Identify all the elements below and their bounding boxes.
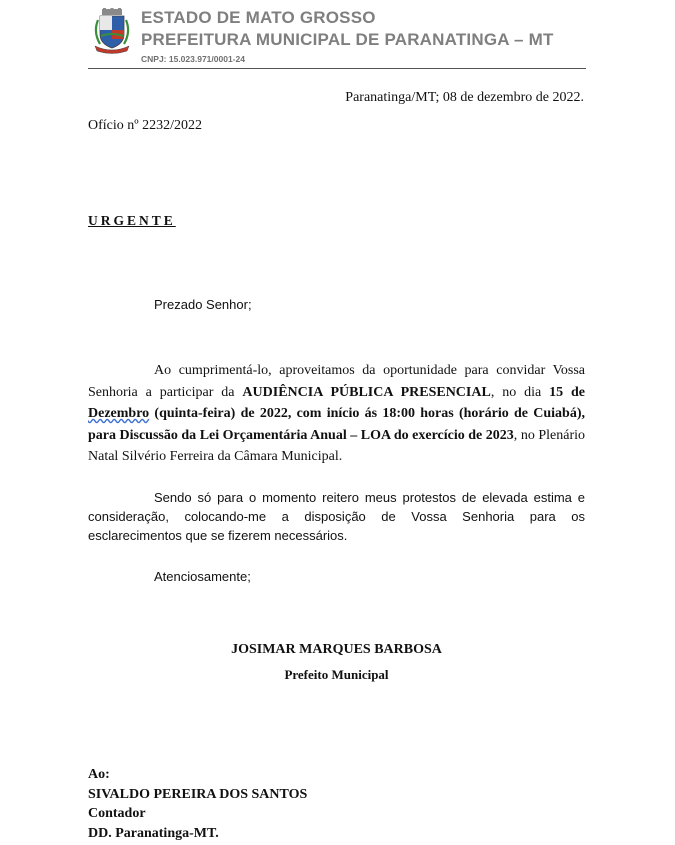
municipality-name: PREFEITURA MUNICIPAL DE PARANATINGA – MT bbox=[141, 30, 554, 49]
letterhead bbox=[88, 6, 586, 69]
body-paragraph-1 bbox=[88, 360, 585, 468]
body1-bold-1: AUDIÊNCIA PÚBLICA PRESENCIAL bbox=[242, 384, 491, 400]
urgent-label: URGENTE bbox=[88, 213, 176, 228]
body1-bold-3: (quinta-feira) de 2022, com início ás 18:00 horas (horário de Cuiabá), para Discussão da Lei Orçamentária Anual – LOA do exercício de 2023 bbox=[88, 406, 585, 443]
closing: Atenciosamente; bbox=[154, 569, 251, 584]
recipient-location: DD. Paranatinga-MT. bbox=[88, 825, 219, 841]
recipient-title: Contador bbox=[88, 806, 146, 821]
body1-bold-2: 15 de bbox=[549, 384, 586, 400]
state-name: ESTADO DE MATO GROSSO bbox=[141, 8, 376, 27]
signature-role: Prefeito Municipal bbox=[284, 667, 389, 682]
greeting: Prezado Senhor; bbox=[154, 297, 252, 312]
body-paragraph-2: Sendo só para o momento reitero meus protestos de elevada estima e consideração, colocando-me a disposição de Vossa Senhoria para os esclarecimentos que se fizerem necessários. bbox=[88, 490, 585, 543]
recipient-name: SIVALDO PEREIRA DOS SANTOS bbox=[88, 786, 308, 802]
letterhead-text bbox=[141, 7, 554, 65]
body1-text-3: , no Plenário Natal Silvério Ferreira da Câmara Municipal. bbox=[88, 427, 585, 464]
recipient-block bbox=[88, 765, 307, 843]
cnpj: CNPJ: 15.023.971/0001-24 bbox=[141, 54, 245, 64]
recipient-label: Ao: bbox=[88, 767, 110, 782]
body1-text-2: , no dia bbox=[490, 384, 550, 400]
signature-name: JOSIMAR MARQUES BARBOSA bbox=[231, 642, 442, 657]
date-line: Paranatinga/MT; 08 de dezembro de 2022. bbox=[345, 90, 584, 105]
body1-month: Dezembro bbox=[88, 406, 150, 421]
body1-text-1: Ao cumprimentá-lo, aproveitamos da oportunidade para convidar Vossa Senhoria a participar da bbox=[88, 363, 585, 400]
coat-of-arms-icon bbox=[92, 8, 132, 54]
oficio-number: Ofício nº 2232/2022 bbox=[88, 118, 202, 133]
